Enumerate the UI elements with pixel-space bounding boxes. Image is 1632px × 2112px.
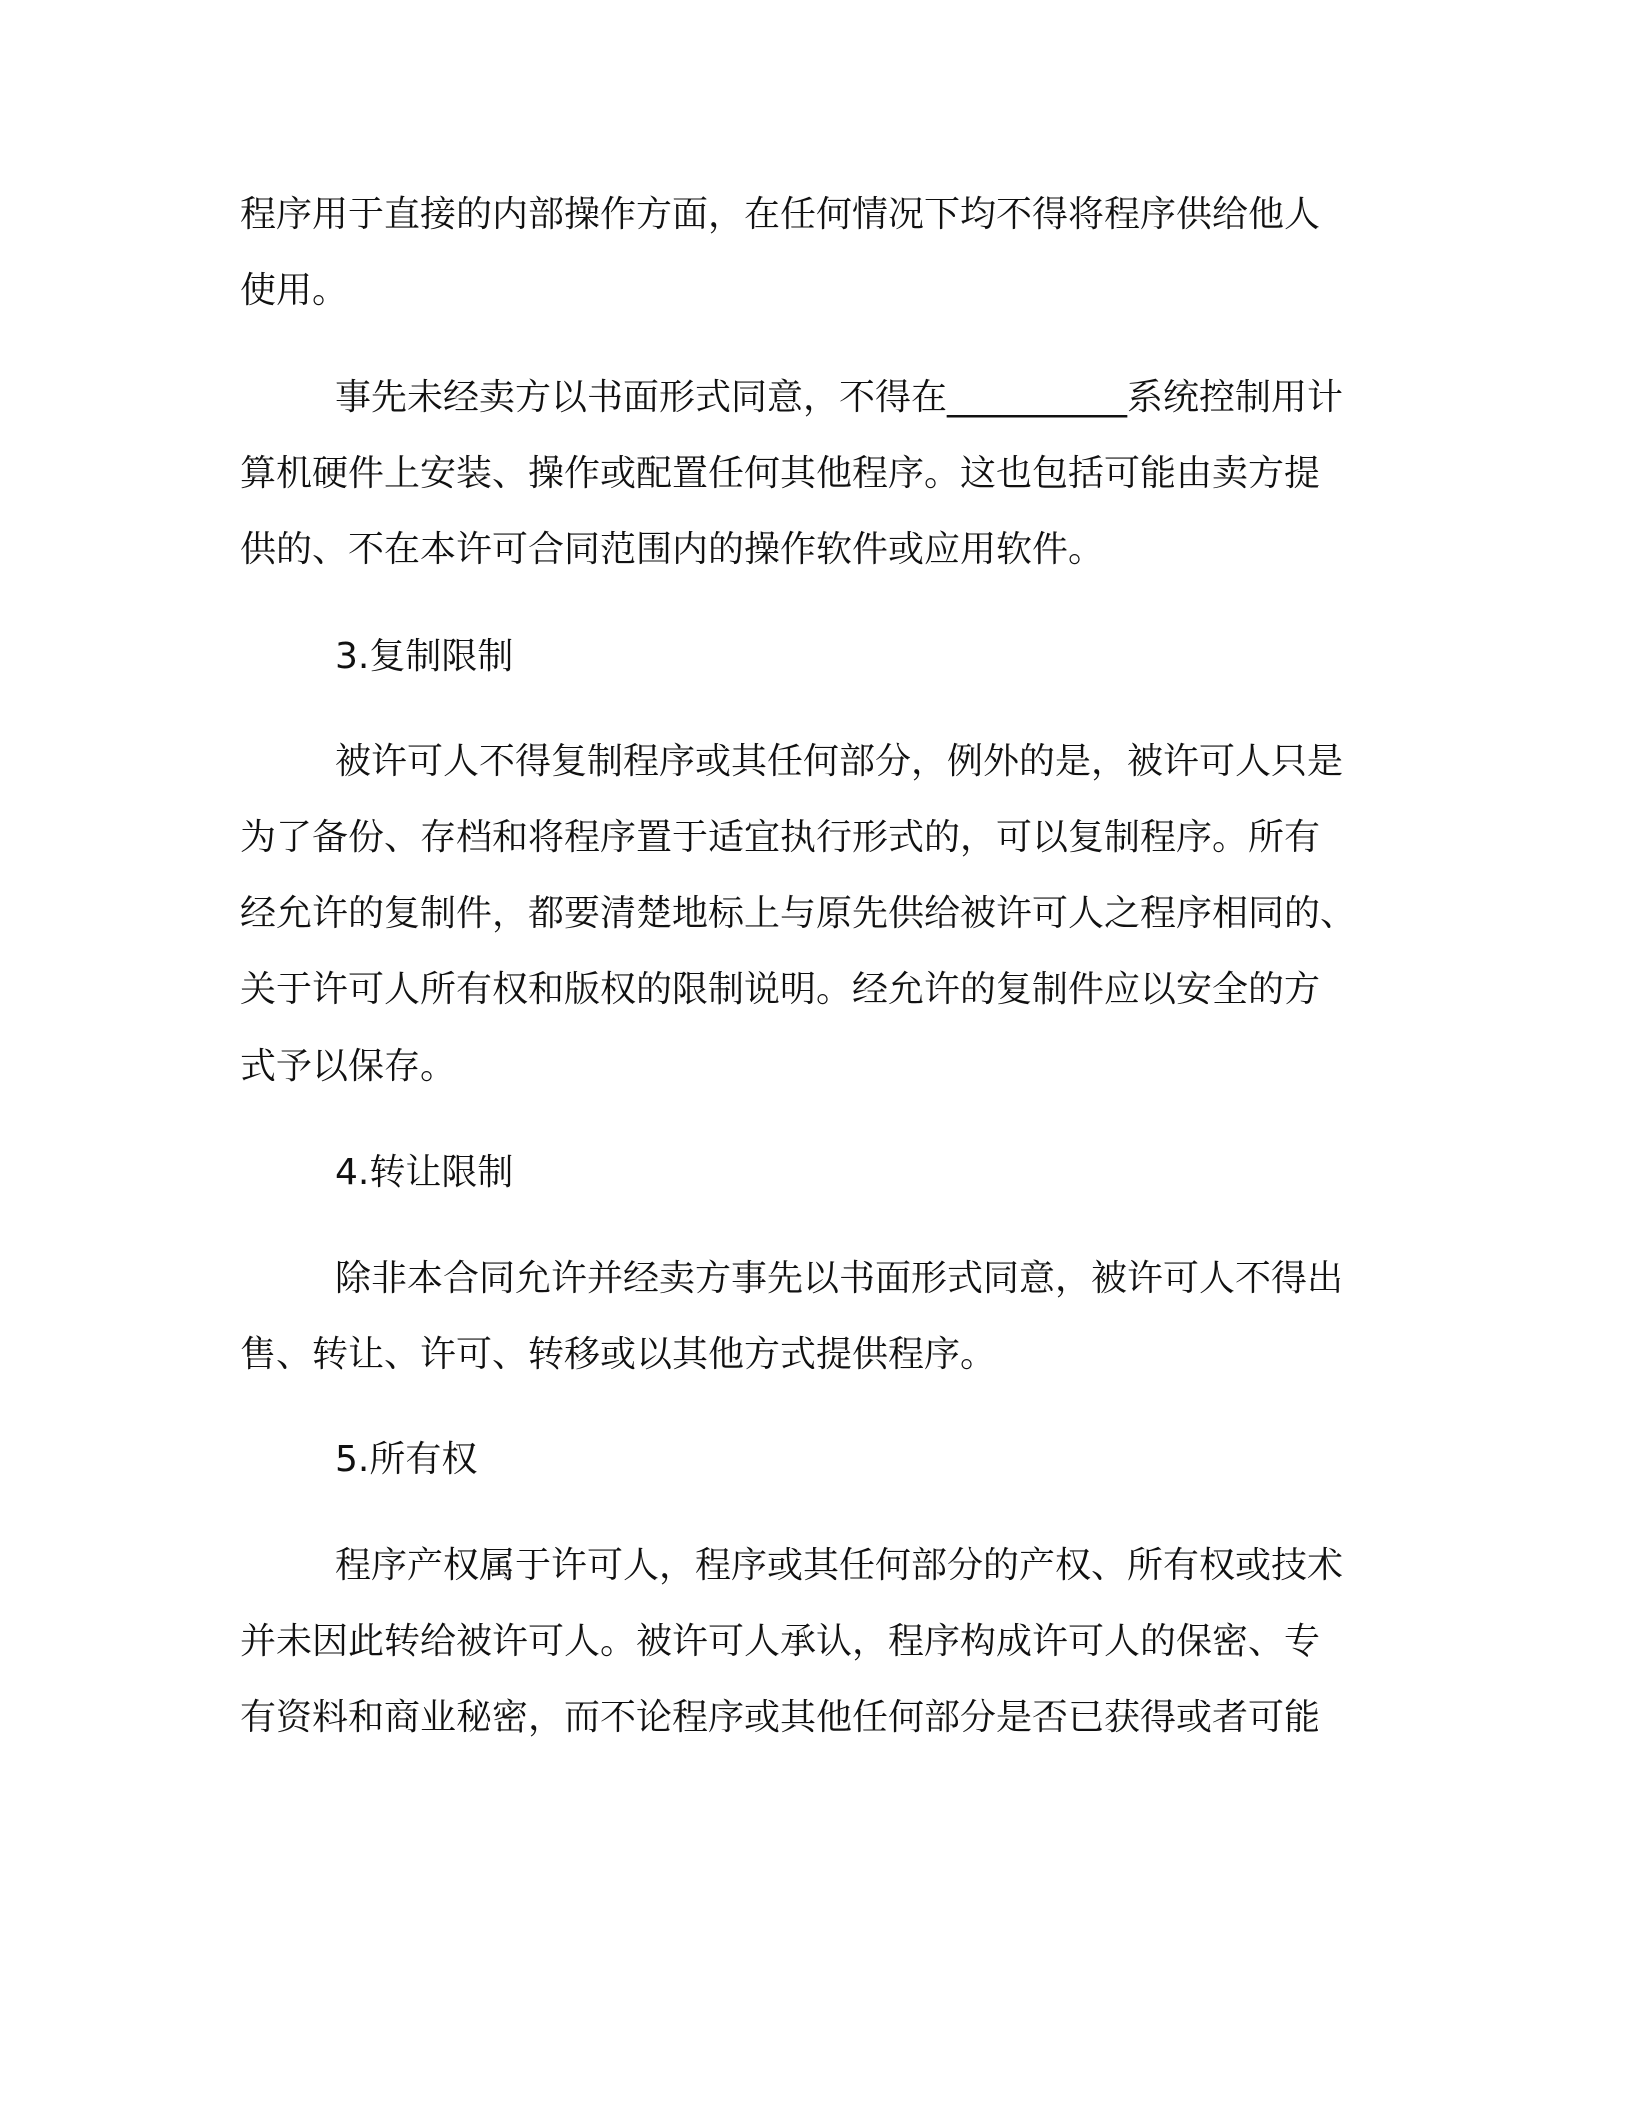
- section-heading: 3.复制限制: [335, 636, 514, 677]
- section-heading: 4.转让限制: [335, 1152, 514, 1193]
- paragraph-line: 事先未经卖方以书面形式同意，不得在__________系统控制用计: [335, 377, 1344, 418]
- paragraph-line: 程序用于直接的内部操作方面，在任何情况下均不得将程序供给他人: [240, 194, 1321, 235]
- paragraph-line: 被许可人不得复制程序或其任何部分，例外的是，被许可人只是: [335, 741, 1344, 782]
- paragraph-line: 售、转让、许可、转移或以其他方式提供程序。: [240, 1334, 997, 1375]
- paragraph-line: 算机硬件上安装、操作或配置任何其他程序。这也包括可能由卖方提: [240, 453, 1321, 494]
- paragraph-line: 为了备份、存档和将程序置于适宜执行形式的，可以复制程序。所有: [240, 817, 1321, 858]
- paragraph-line: 使用。: [240, 270, 349, 311]
- section-heading: 5.所有权: [335, 1439, 478, 1480]
- paragraph-line: 程序产权属于许可人，程序或其任何部分的产权、所有权或技术: [335, 1545, 1344, 1586]
- paragraph-line: 除非本合同允许并经卖方事先以书面形式同意，被许可人不得出: [335, 1258, 1344, 1299]
- paragraph-line: 关于许可人所有权和版权的限制说明。经允许的复制件应以安全的方: [240, 969, 1321, 1010]
- paragraph-line: 经允许的复制件，都要清楚地标上与原先供给被许可人之程序相同的、: [240, 893, 1357, 934]
- paragraph-line: 供的、不在本许可合同范围内的操作软件或应用软件。: [240, 529, 1105, 570]
- paragraph-line: 有资料和商业秘密，而不论程序或其他任何部分是否已获得或者可能: [240, 1697, 1321, 1738]
- paragraph-line: 并未因此转给被许可人。被许可人承认，程序构成许可人的保密、专: [240, 1621, 1321, 1662]
- paragraph-line: 式予以保存。: [240, 1046, 457, 1087]
